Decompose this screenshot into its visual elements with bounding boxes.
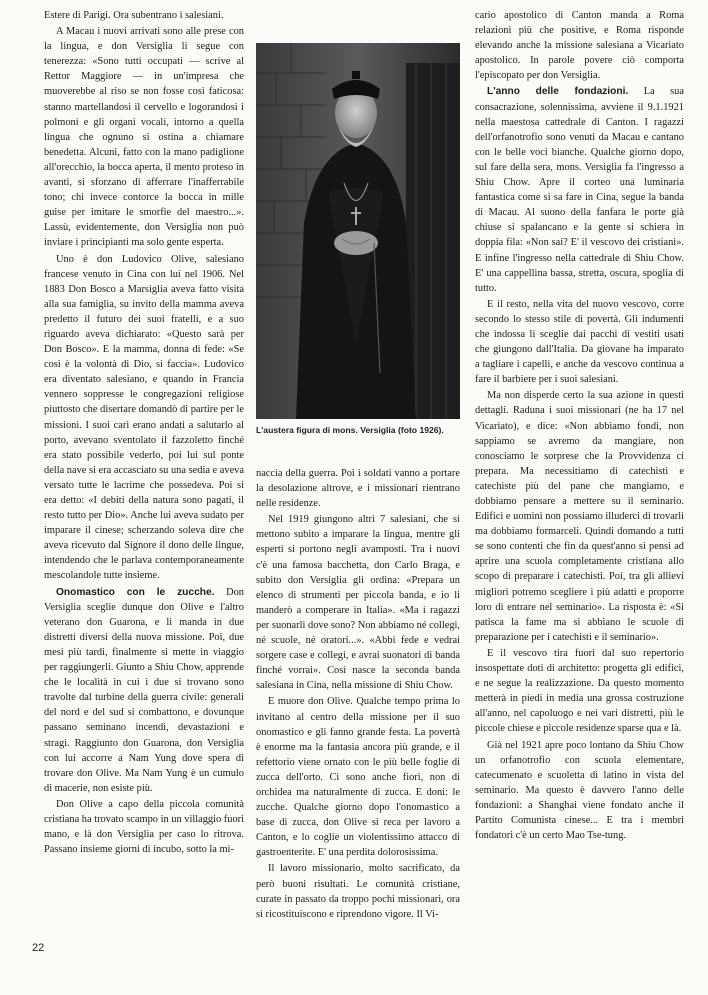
paragraph: E il resto, nella vita del nuovo vescovo, corre secondo lo stesso stile di povertà. Gli indumenti che indossa li sceglie dai pacchi di vestiti usati che giungono dall'Italia. Da giovane ha imparato a tagliare i capelli, e anche da vescovo continua a fare il barbiere per i suoi salesiani.: [475, 298, 684, 386]
paragraph: Ma non disperde certo la sua azione in questi dettagli. Raduna i suoi missionari (ne ha 17 nel Vicariato), e dice: «Non abbiamo fondi, non sappiamo se avremo da mangiare, non conosciamo le sorprese che la Provvidenza ci prepara. Ma necessitiamo di catechisti e catechiste più del pane che mangiamo, e dobbiamo pensare a mettere su il seminario. Edifici e uomini non possiamo illuderci di trovarli ma dobbiamo formarceli. Quindi domando a tutti se sono contenti che fin da quest'anno si pensi ad aprire una scuola completamente cristiana allo scopo di preparare i catechisti. Poi, tra gli allievi migliori potremo scegliere i più adatti e proporre loro di entrare nel seminario». La risposta è: «Si patisca la fame ma si abbiano le scuole di preparazione per i catechisti e il seminario».: [475, 390, 684, 643]
paragraph: E muore don Olive. Qualche tempo prima lo invitano al centro della missione per il suo onomastico e gli fanno grande festa. La povertà è enorme ma la fantasia ancora più grande, e il refettorio viene ornato con le più belle foglie di zucca dell'orto. Ci sono anche fiori, non di orchidea ma naturalmente di zucca. E doni: le zucche. Qualche giorno dopo l'onomastico a base di zucca, don Olive si reca per lavoro a Canton, e lo coglie un violentissimo attacco di gastroenterite. E' una perdita dolorosissima.: [256, 696, 460, 859]
paragraph-text: La sua consacrazione, solennissima, avviene il 9.1.1921 nella maestosa cattedrale di Canton. I ragazzi dell'orfanotrofio sono venuti da Macau e cantano con le belle voci bianche. Qualche giorno dopo, sul fare della sera, mons. Versiglia fa l'ingresso a Shiu Chow. Apre il corteo una luminaria fantastica come si sa fare in Cina, segue la banda di Macau. Al suono della fanfara le porte già chiuse si spalancano e la gente si schiera in doppia fila: «Non sai? E' il vescovo dei cristiani». E infine l'ingresso nella cattedrale di Shiu Chow. E' una cappellina bassa, stretta, oscura, spoglia di tutto.: [475, 86, 684, 294]
text-column-right: [475, 8, 684, 844]
paragraph: A Macau i nuovi arrivati sono alle prese con la lingua, e don Versiglia li segue con tenerezza: «Sono tutti occupati — scrive al Rettor Maggiore — in un'impresa che muoverebbe al riso se non fosse così faticosa: stanno martellandosi il cervello e logorandosi i polmoni e gli organi vocali, intorno a quella lingua che ognuno si ostina a chiamare benedetta. Alcuni, fatto con la mano padiglione all'orecchio, la bocca aperta, il mento proteso in avanti, si sforzano di afferrare l'inafferrabile tono; chi invece contorce la bocca in mille guise per imitare le smorfie del maestro...». Lassù, evidentemente, don Versiglia non può inviare i principianti ma solo gente esperta.: [44, 26, 244, 249]
paragraph: E il vescovo tira fuori dal suo repertorio insospettate doti di architetto: progetta gli edifici, e ne segue la realizzazione. Da questo momento metterà in piedi in media una grossa costruzione all'anno, nel capoluogo e nei vari distretti, più le piccole chiese e piccole residenze sparse qua e là.: [475, 647, 684, 735]
section-heading: Onomastico con le zucche.: [56, 586, 215, 598]
portrait-illustration: [256, 43, 460, 419]
paragraph: Già nel 1921 apre poco lontano da Shiu Chow un orfanotrofio con scuola elementare, catecumenato e scuoletta di latino in vista del seminario. Ma questo è davvero l'anno delle fondazioni: a Shanghai viene fondato anche il Partito Comunista cinese... E tra i membri fondatori c'è un certo Mao Tse-tung.: [475, 739, 684, 842]
portrait-photo: [256, 43, 460, 419]
paragraph: Nel 1919 giungono altri 7 salesiani, che si mettono subito a imparare la lingua, mentre gli esperti si portono negli avamposti. Tra i nuovi c'è una famosa bacchetta, don Carlo Braga, e subito don Versiglia gli ordina: «Prepara un elenco di strumenti per piccola banda, e io li manderò a comperare in Italia». «Ma i ragazzi per suonarli dove sono? Non abbiamo né collegi, né scuole, né oratori...». «Abbi fede e vedrai sorgere case e collegi, e avrai suonatori di banda finché vorrai». Così nasce la seconda banda salesiana in Cina, nella missione di Shiu Chow.: [256, 514, 460, 692]
text-column-left: [44, 8, 244, 858]
paragraph: cario apostolico di Canton manda a Roma relazioni più che positive, e Roma risponde elevando anche la missione salesiana a Vicariato apostolico. In parole povere ciò comporta l'episcopato per don Versiglia.: [475, 10, 684, 82]
paragraph: naccia della guerra. Poi i soldati vanno a portare la desolazione altrove, e i missionari rientrano nelle residenze.: [256, 468, 460, 510]
section-heading: L'anno delle fondazioni.: [487, 86, 629, 98]
paragraph: Il lavoro missionario, molto sacrificato, da però buoni risultati. Le comunità cristiane, curate in passato da troppo pochi missionari, ora si ricostituiscono e riprendono vigore. Il Vi-: [256, 863, 460, 920]
paragraph: [44, 585, 244, 796]
paragraph: [475, 84, 684, 295]
text-column-middle: [256, 466, 460, 923]
photo-caption: L'austera figura di mons. Versiglia (foto 1926).: [256, 425, 444, 435]
paragraph-text: Don Versiglia sceglie dunque don Olive e l'altro veterano don Guarona, e li manda in due distretti diversi della nuova missione. Poi, due mesi più tardi, finalmente si mette in viaggio per raggiungerli. Giunto a Shiu Chow, apprende che le località in cui i due si trovano sono travolte dal turbine della guerra civile: generali del nord e del sud si combattono, e dovunque passano seminano incendi, devastazioni e stragi. Raggiunto don Guarona, don Versiglia con lui accorre a Nam Yung dove spera di trovare don Olive. Ma Nam Yung è un cumulo di macerie, non esiste più.: [44, 586, 244, 794]
page-number: 22: [32, 942, 45, 954]
paragraph: Estere di Parigi. Ora subentrano i salesiani.: [44, 10, 224, 21]
paragraph: Don Olive a capo della piccola comunità cristiana ha trovato scampo in un villaggio fuori mano, e là don Versiglia per caso lo ritrova. Passano insieme giorni di incubo, sotto la mi-: [44, 798, 244, 856]
paragraph: Uno è don Ludovico Olive, salesiano francese venuto in Cina con lui nel 1906. Nel 1883 Don Bosco a Marsiglia aveva fatto visita alla sua famiglia, su invito della mamma aveva predetto il futuro dei suoi fratelli, e a suo riguardo aveva dichiarato: «Questo sarà per Don Bosco». E la mamma, donna di fede: «Se così è la volontà di Dio, si faccia». Ludovico era diventato salesiano, e quando in Francia vennero soppresse le congregazioni religiose piuttosto che disertare domandò di partire per le missioni. I suoi cari erano andati a salutarlo al porto, avevano sventolato il fazzoletto finché era stato possibile vederlo, poi lui sul ponte della nave si era accasciato su una sedia e aveva versato tutte le lacrime che possedeva. Poi si era detto: «I debiti della natura sono pagati, il resto tutto per Dio». Anche lui aveva sudato per imparare il cinese; scherzando soleva dire che aveva ricevuto dal Signore il dono delle lingue, intendendo che le parlava contemporaneamente mescolandole tutte insieme.: [44, 253, 244, 582]
